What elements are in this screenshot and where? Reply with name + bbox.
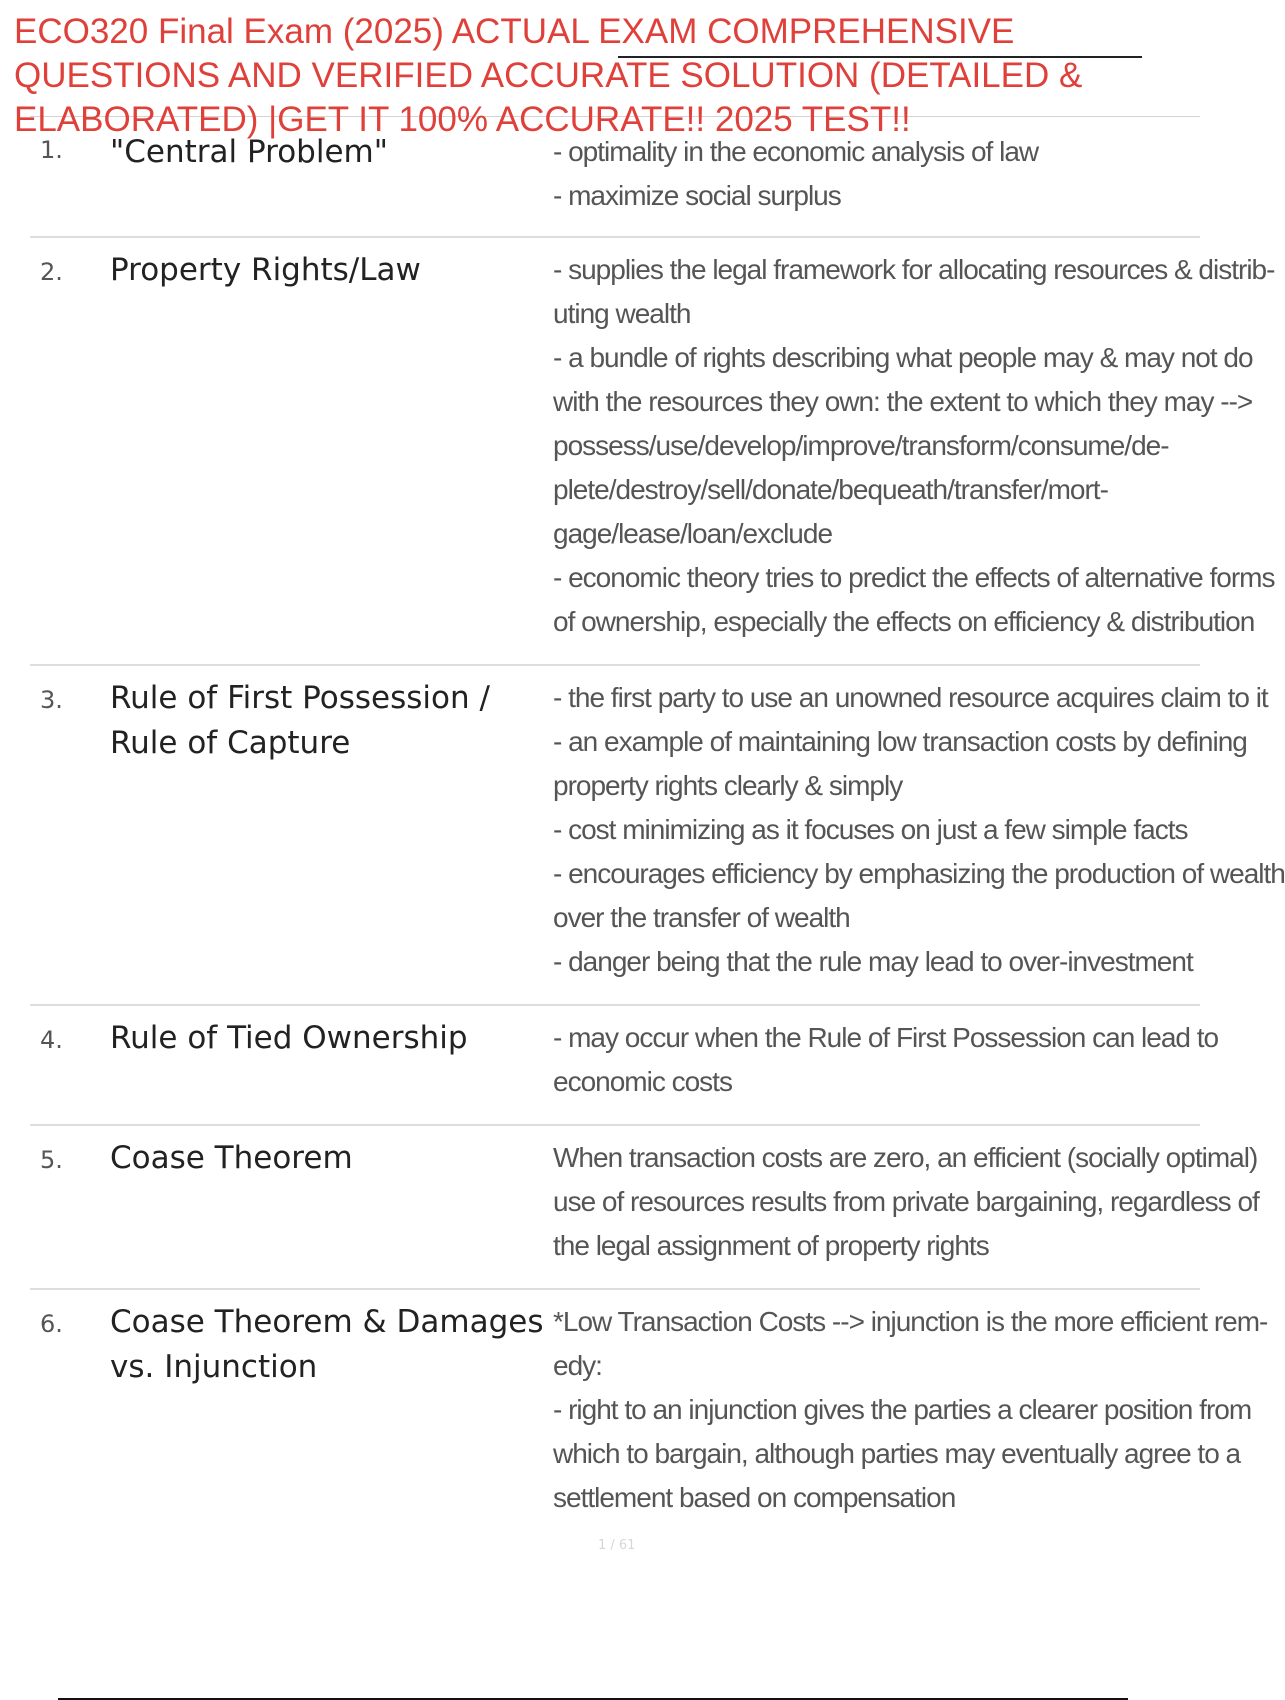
flashcard-row [30,238,1275,666]
flashcard-row [30,1126,1259,1290]
title-line: QUESTIONS AND VERIFIED ACCURATE SOLUTION (DETAILED & [14,56,1083,95]
definition-line: - optimality in the economic analysis of law [553,136,1039,167]
definition-line: - right to an injunction gives the parties a clearer position from [553,1394,1252,1425]
definition-line: plete/destroy/sell/donate/bequeath/transfer/mort- [553,474,1108,505]
term [110,1136,550,1181]
flashcard-row [30,1290,1268,1516]
definition-line: - economic theory tries to predict the effects of alternative forms [553,562,1275,593]
flashcard-row [30,666,1285,1006]
definition-line: When transaction costs are zero, an efficient (socially optimal) [553,1142,1258,1173]
definition [553,1136,1259,1268]
definition-line: possess/use/develop/improve/transform/consume/de- [553,430,1169,461]
term-line: Rule of Tied Ownership [110,1020,468,1056]
title-line: ECO320 Final Exam (2025) ACTUAL EXAM COMPREHENSIVE [14,12,1015,51]
term-line: "Central Problem" [110,134,388,170]
term-line: vs. Injunction [110,1349,318,1385]
definition-line: gage/lease/loan/exclude [553,518,833,549]
term-line: Coase Theorem [110,1140,353,1176]
row-number: 2. [40,258,63,286]
definition-line: - a bundle of rights describing what people may & may not do [553,342,1253,373]
definition-line: - may occur when the Rule of First Possession can lead to [553,1022,1219,1053]
definition-line: - supplies the legal framework for allocating resources & distrib- [553,254,1275,285]
term-line: Coase Theorem & Damages [110,1304,544,1340]
definition-line: - danger being that the rule may lead to over-investment [553,946,1193,977]
definition-line: economic costs [553,1066,732,1097]
definition [553,676,1285,984]
definition-line: - maximize social surplus [553,180,841,211]
definition-line: of ownership, especially the effects on efficiency & distribution [553,606,1255,637]
title-line: ELABORATED) |GET IT 100% ACCURATE!! 2025 TEST!! [14,100,911,139]
definition-line: property rights clearly & simply [553,770,903,801]
definition [553,248,1275,644]
document-title [14,10,1184,142]
definition-line: with the resources they own: the extent to which they may --> [553,386,1253,417]
definition-line: edy: [553,1350,602,1381]
row-number: 6. [40,1310,63,1338]
flashcard-row [30,1006,1219,1126]
row-number: 5. [40,1146,63,1174]
definition-line: the legal assignment of property rights [553,1230,989,1261]
definition-line: - the first party to use an unowned resource acquires claim to it [553,682,1268,713]
definition-line: - encourages efficiency by emphasizing the production of wealth [553,858,1285,889]
definition [553,1016,1219,1104]
definition-line: uting wealth [553,298,691,329]
term [110,248,550,293]
definition-line: - an example of maintaining low transaction costs by defining [553,726,1247,757]
row-number: 3. [40,686,63,714]
definition [553,1300,1268,1520]
definition-line: which to bargain, although parties may eventually agree to a [553,1438,1241,1469]
row-number: 1. [40,136,63,164]
term [110,1016,550,1061]
term-line: Rule of Capture [110,725,351,761]
page-number: 1 / 61 [598,1538,636,1553]
definition-line: settlement based on compensation [553,1482,956,1513]
term [110,1300,550,1390]
definition-line: use of resources results from private bargaining, regardless of [553,1186,1259,1217]
term-line: Rule of First Possession / [110,680,490,716]
row-number: 4. [40,1026,63,1054]
term [110,676,550,766]
term-line: Property Rights/Law [110,252,421,288]
definition [553,130,1213,218]
definition-line: - cost minimizing as it focuses on just a few simple facts [553,814,1188,845]
definition-line: *Low Transaction Costs --> injunction is the more efficient rem- [553,1306,1268,1337]
definition-line: over the transfer of wealth [553,902,850,933]
